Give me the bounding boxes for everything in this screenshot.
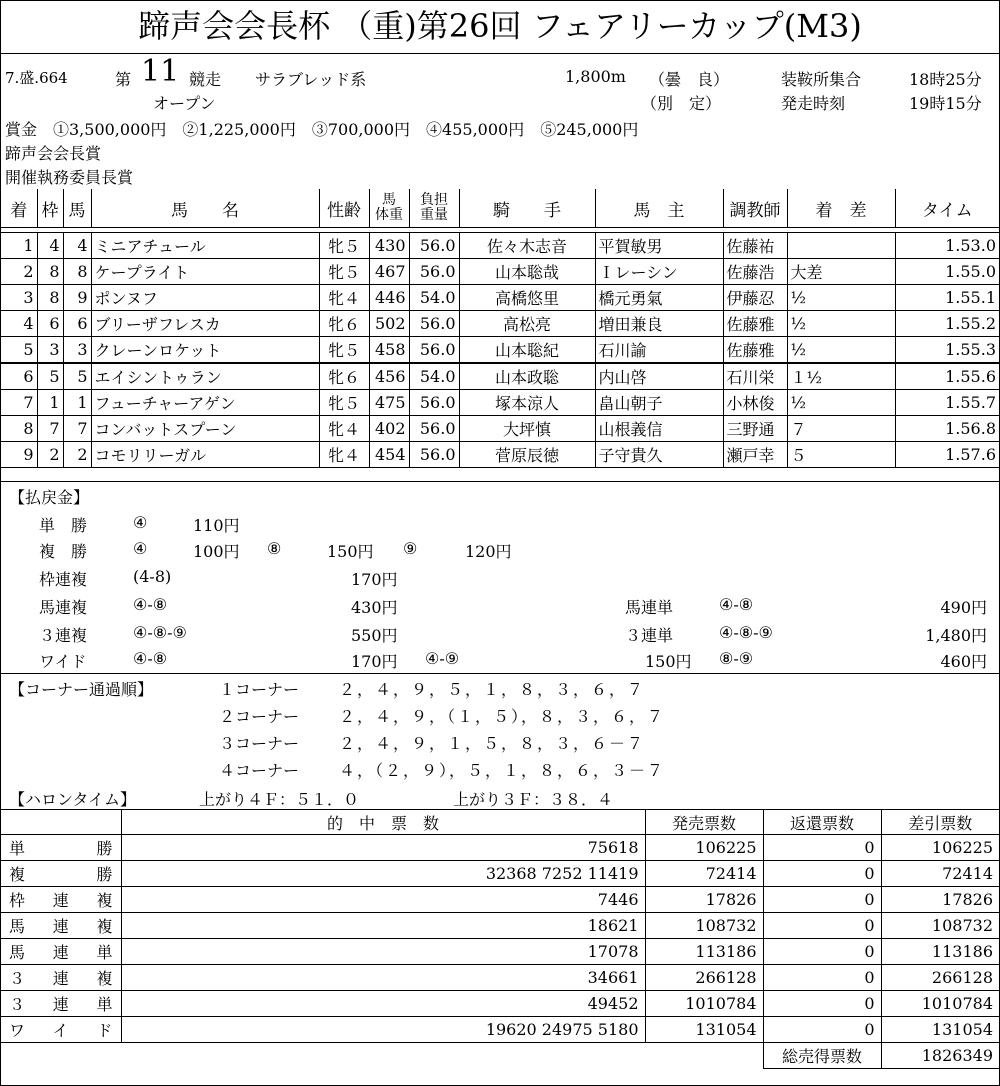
result-jockey: 山本政聡	[459, 363, 595, 390]
vote-row	[1, 887, 999, 913]
votes-col-sold: 発売票数	[645, 810, 763, 835]
result-load: 54.0	[409, 285, 459, 311]
result-trainer: 三野通	[723, 416, 787, 442]
wide-1-combo: ④-⑧	[133, 649, 168, 668]
result-load: 56.0	[409, 442, 459, 468]
result-trainer: 佐藤雅	[723, 337, 787, 364]
furlong-heading: 【ハロンタイム】	[9, 790, 137, 809]
result-row	[1, 233, 999, 259]
vote-row	[1, 1017, 999, 1043]
fukusho-1-horse: ④	[133, 539, 148, 558]
result-load: 56.0	[409, 311, 459, 337]
result-load: 56.0	[409, 233, 459, 259]
result-time: 1.57.6	[895, 442, 999, 468]
result-num: 2	[63, 442, 91, 468]
result-owner: 内山啓	[595, 363, 723, 390]
votes-total-row	[1, 1043, 999, 1069]
race-number: 11	[141, 54, 180, 89]
vote-sold: 131054	[645, 1017, 763, 1043]
result-pos: 1	[1, 233, 37, 259]
sanrentan-amount: 1,480円	[925, 626, 987, 645]
result-weight: 446	[369, 285, 409, 311]
result-weight: 454	[369, 442, 409, 468]
result-row	[1, 311, 999, 337]
result-time: 1.55.1	[895, 285, 999, 311]
vote-hits: 19620 24975 5180	[121, 1017, 645, 1043]
result-row	[1, 390, 999, 416]
result-horse: コモリリーガル	[91, 442, 319, 468]
result-time: 1.55.7	[895, 390, 999, 416]
vote-returned: 0	[763, 1017, 881, 1043]
vote-net: 266128	[881, 965, 999, 991]
result-num: 9	[63, 285, 91, 311]
result-weight: 456	[369, 363, 409, 390]
fukusho-2-amount: 150円	[327, 542, 374, 561]
race-distance: 1,800m	[565, 67, 626, 86]
result-frame: 6	[37, 311, 63, 337]
assembly-label: 装鞍所集合	[781, 70, 862, 89]
result-time: 1.55.0	[895, 259, 999, 285]
vote-hits: 34661	[121, 965, 645, 991]
result-trainer: 佐藤雅	[723, 311, 787, 337]
vote-returned: 0	[763, 913, 881, 939]
result-horse: クレーンロケット	[91, 337, 319, 364]
result-sexage: 牝５	[319, 259, 369, 285]
weight-condition: （別 定）	[641, 94, 722, 113]
vote-returned: 0	[763, 887, 881, 913]
wide-2-combo: ④-⑨	[425, 649, 460, 668]
result-margin: ½	[787, 390, 895, 416]
award-1: 蹄声会会長賞	[5, 144, 102, 163]
vote-hits: 18621	[121, 913, 645, 939]
corner-heading: 【コーナー通過順】	[9, 680, 154, 699]
result-load: 56.0	[409, 416, 459, 442]
votes-header-row	[1, 810, 999, 835]
result-margin: ½	[787, 311, 895, 337]
vote-sold: 1010784	[645, 991, 763, 1017]
result-weight: 467	[369, 259, 409, 285]
payout-heading: 【払戻金】	[9, 488, 90, 507]
result-time: 1.55.2	[895, 311, 999, 337]
furlong-last4: 上がり４Ｆ：５１．０	[199, 790, 360, 809]
result-sexage: 牝６	[319, 311, 369, 337]
result-horse: ポンヌフ	[91, 285, 319, 311]
result-horse: ケープライト	[91, 259, 319, 285]
result-row	[1, 363, 999, 390]
umatan-amount: 490円	[940, 598, 987, 617]
result-time: 1.55.6	[895, 363, 999, 390]
fukusho-3-horse: ⑨	[403, 539, 418, 558]
vote-type: ３連単	[1, 991, 121, 1017]
votes-total-label: 総売得票数	[763, 1043, 881, 1069]
vote-type: 馬連単	[1, 939, 121, 965]
result-rows	[1, 233, 999, 468]
vote-row	[1, 913, 999, 939]
col-num: 馬	[63, 189, 91, 228]
result-owner: 畠山朝子	[595, 390, 723, 416]
result-num: 7	[63, 416, 91, 442]
result-trainer: 伊藤忍	[723, 285, 787, 311]
wide-1-amount: 170円	[351, 652, 398, 671]
col-weight	[369, 189, 409, 228]
vote-hits: 75618	[121, 835, 645, 861]
result-owner: 増田兼良	[595, 311, 723, 337]
result-pos: 8	[1, 416, 37, 442]
vote-row	[1, 835, 999, 861]
result-horse: ブリーザフレスカ	[91, 311, 319, 337]
sanrenpuku-amount: 550円	[351, 626, 398, 645]
wide-label: ワイド	[39, 652, 87, 671]
umaren-label: 馬連複	[39, 598, 88, 617]
wakuren-label: 枠連複	[39, 570, 88, 589]
col-frame: 枠	[37, 189, 63, 228]
result-time: 1.55.3	[895, 337, 999, 364]
votes-col-type	[1, 810, 121, 835]
vote-returned: 0	[763, 861, 881, 887]
votes-total-blank	[1, 1043, 763, 1069]
payout-divider	[1, 481, 999, 482]
result-trainer: 小林俊	[723, 390, 787, 416]
weather-track: （曇 良）	[649, 70, 730, 89]
result-row	[1, 285, 999, 311]
umaren-amount: 430円	[351, 598, 398, 617]
votes-col-hits: 的 中 票 数	[121, 810, 645, 835]
result-jockey: 塚本涼人	[459, 390, 595, 416]
fukusho-1-amount: 100円	[193, 542, 240, 561]
result-owner: 平賀敏男	[595, 233, 723, 259]
result-num: 6	[63, 311, 91, 337]
umaren-combo: ④-⑧	[133, 595, 168, 614]
vote-row	[1, 965, 999, 991]
result-horse: ミニアチュール	[91, 233, 319, 259]
result-weight: 502	[369, 311, 409, 337]
vote-hits: 49452	[121, 991, 645, 1017]
result-horse: コンバットスプーン	[91, 416, 319, 442]
result-row	[1, 259, 999, 285]
result-sexage: 牝４	[319, 442, 369, 468]
race-number-prefix: 第	[115, 70, 132, 89]
vote-type: 単勝	[1, 835, 121, 861]
vote-row	[1, 861, 999, 887]
result-frame: 8	[37, 259, 63, 285]
vote-returned: 0	[763, 835, 881, 861]
umatan-label: 馬連単	[625, 598, 674, 617]
result-pos: 5	[1, 337, 37, 364]
corner-order: ２，４，９，（１，５），８，３，６，７	[339, 707, 666, 726]
corner-order: ２，４，９，５，１，８，３，６，７	[339, 680, 646, 699]
vote-sold: 17826	[645, 887, 763, 913]
result-jockey: 高松亮	[459, 311, 595, 337]
result-time: 1.53.0	[895, 233, 999, 259]
vote-net: 106225	[881, 835, 999, 861]
race-class: オープン	[153, 94, 216, 113]
result-owner: 子守貴久	[595, 442, 723, 468]
result-margin: ５	[787, 442, 895, 468]
vote-net: 108732	[881, 913, 999, 939]
result-load: 56.0	[409, 390, 459, 416]
result-pos: 3	[1, 285, 37, 311]
vote-sold: 108732	[645, 913, 763, 939]
wakuren-combo: (4-8)	[133, 567, 172, 586]
vote-net: 1010784	[881, 991, 999, 1017]
vote-type: 複勝	[1, 861, 121, 887]
award-2: 開催執務委員長賞	[5, 168, 134, 187]
result-load: 54.0	[409, 363, 459, 390]
vote-net: 131054	[881, 1017, 999, 1043]
corner-label: ２コーナー	[219, 707, 300, 726]
wide-2-amount: 150円	[645, 652, 692, 671]
vote-type: ワイド	[1, 1017, 121, 1043]
corner-label: １コーナー	[219, 680, 300, 699]
result-margin: ７	[787, 416, 895, 442]
col-horse: 馬 名	[91, 189, 319, 228]
vote-rows	[1, 835, 999, 1043]
vote-type: ３連複	[1, 965, 121, 991]
vote-returned: 0	[763, 939, 881, 965]
result-row	[1, 337, 999, 364]
wakuren-amount: 170円	[351, 570, 398, 589]
col-trainer: 調教師	[723, 189, 787, 228]
vote-hits: 17078	[121, 939, 645, 965]
result-jockey: 高橋悠里	[459, 285, 595, 311]
result-margin: ½	[787, 337, 895, 364]
result-trainer: 佐藤浩	[723, 259, 787, 285]
fukusho-label: 複 勝	[39, 542, 88, 561]
result-jockey: 大坪慎	[459, 416, 595, 442]
result-horse: エイシントゥラン	[91, 363, 319, 390]
vote-sold: 266128	[645, 965, 763, 991]
tansho-amount: 110円	[193, 516, 240, 535]
result-pos: 7	[1, 390, 37, 416]
result-trainer: 石川栄	[723, 363, 787, 390]
result-jockey: 佐々木志音	[459, 233, 595, 259]
result-owner: Ｉレーシン	[595, 259, 723, 285]
assembly-time: 18時25分	[909, 70, 982, 89]
vote-net: 17826	[881, 887, 999, 913]
vote-type: 枠連複	[1, 887, 121, 913]
vote-returned: 0	[763, 965, 881, 991]
result-num: 8	[63, 259, 91, 285]
result-trainer: 佐藤祐	[723, 233, 787, 259]
result-trainer: 瀬戸幸	[723, 442, 787, 468]
result-owner: 山根義信	[595, 416, 723, 442]
result-weight: 458	[369, 337, 409, 364]
result-pos: 4	[1, 311, 37, 337]
corner-order: ４，（２，９），５，１，８，６，３－７	[339, 761, 666, 780]
breed: サラブレッド系	[255, 70, 367, 89]
result-num: 4	[63, 233, 91, 259]
result-margin: １½	[787, 363, 895, 390]
start-time: 19時15分	[909, 94, 982, 113]
sanrenpuku-label: ３連複	[39, 626, 88, 645]
vote-sold: 72414	[645, 861, 763, 887]
furlong-last3: 上がり３Ｆ：３８．４	[453, 790, 614, 809]
result-horse: フューチャーアゲン	[91, 390, 319, 416]
col-margin: 着 差	[787, 189, 895, 228]
vote-sold: 113186	[645, 939, 763, 965]
result-load: 56.0	[409, 259, 459, 285]
col-weight-top: 馬	[382, 192, 396, 208]
vote-hits: 32368 7252 11419	[121, 861, 645, 887]
umatan-combo: ④-⑧	[719, 595, 754, 614]
sanrenpuku-combo: ④-⑧-⑨	[133, 623, 187, 642]
votes-table	[1, 809, 999, 1069]
result-jockey: 山本聡紀	[459, 337, 595, 364]
result-num: 1	[63, 390, 91, 416]
col-sexage: 性齢	[319, 189, 369, 228]
votes-col-returned: 返還票数	[763, 810, 881, 835]
vote-sold: 106225	[645, 835, 763, 861]
wide-3-amount: 460円	[940, 652, 987, 671]
result-sexage: 牝５	[319, 390, 369, 416]
corner-label: ３コーナー	[219, 734, 300, 753]
page-title: 蹄声会会長杯 （重)第26回 フェアリーカップ(M3)	[138, 7, 862, 45]
vote-net: 72414	[881, 861, 999, 887]
result-sexage: 牝４	[319, 285, 369, 311]
result-row	[1, 416, 999, 442]
result-margin: ½	[787, 285, 895, 311]
col-time: タイム	[895, 189, 999, 228]
result-frame: 4	[37, 233, 63, 259]
result-num: 5	[63, 363, 91, 390]
result-pos: 2	[1, 259, 37, 285]
fukusho-3-amount: 120円	[465, 542, 512, 561]
vote-returned: 0	[763, 991, 881, 1017]
result-time: 1.56.8	[895, 416, 999, 442]
result-pos: 9	[1, 442, 37, 468]
meet-code: 7.盛.664	[5, 69, 68, 87]
results-header-row	[1, 189, 999, 228]
col-weight-bottom: 体重	[375, 207, 403, 223]
result-row	[1, 442, 999, 468]
result-pos: 6	[1, 363, 37, 390]
fukusho-2-horse: ⑧	[267, 539, 282, 558]
votes-total-value: 1826349	[881, 1043, 999, 1069]
result-frame: 2	[37, 442, 63, 468]
result-sexage: 牝５	[319, 337, 369, 364]
tansho-horse: ④	[133, 513, 148, 532]
result-frame: 3	[37, 337, 63, 364]
result-frame: 1	[37, 390, 63, 416]
results-table	[1, 189, 999, 468]
sanrentan-combo: ④-⑧-⑨	[719, 623, 773, 642]
col-load-top: 負担	[420, 192, 448, 208]
result-load: 56.0	[409, 337, 459, 364]
result-frame: 5	[37, 363, 63, 390]
vote-type: 馬連複	[1, 913, 121, 939]
result-weight: 402	[369, 416, 409, 442]
col-jockey: 騎 手	[459, 189, 595, 228]
col-load	[409, 189, 459, 228]
result-margin: 大差	[787, 259, 895, 285]
result-frame: 7	[37, 416, 63, 442]
result-weight: 430	[369, 233, 409, 259]
result-sexage: 牝５	[319, 233, 369, 259]
vote-net: 113186	[881, 939, 999, 965]
col-owner: 馬 主	[595, 189, 723, 228]
sanrentan-label: ３連単	[625, 626, 674, 645]
result-frame: 8	[37, 285, 63, 311]
prize-money: 賞金 ①3,500,000円 ②1,225,000円 ③700,000円 ④455,000円 ⑤245,000円	[5, 120, 639, 139]
race-number-suffix: 競走	[189, 70, 222, 89]
votes-col-net: 差引票数	[881, 810, 999, 835]
vote-row	[1, 991, 999, 1017]
vote-row	[1, 939, 999, 965]
corner-order: ２，４，９，１，５，８，３，６－７	[339, 734, 646, 753]
result-sexage: 牝４	[319, 416, 369, 442]
result-num: 3	[63, 337, 91, 364]
wide-3-combo: ⑧-⑨	[719, 649, 754, 668]
start-label: 発走時刻	[781, 94, 846, 113]
col-load-bottom: 重量	[420, 207, 448, 223]
result-weight: 475	[369, 390, 409, 416]
result-margin	[787, 233, 895, 259]
vote-hits: 7446	[121, 887, 645, 913]
result-jockey: 菅原辰徳	[459, 442, 595, 468]
col-pos: 着	[1, 189, 37, 228]
tansho-label: 単 勝	[39, 516, 88, 535]
result-owner: 石川諭	[595, 337, 723, 364]
result-sexage: 牝６	[319, 363, 369, 390]
result-owner: 橋元勇氣	[595, 285, 723, 311]
corner-divider	[1, 673, 999, 674]
corner-label: ４コーナー	[219, 761, 300, 780]
result-jockey: 山本聡哉	[459, 259, 595, 285]
